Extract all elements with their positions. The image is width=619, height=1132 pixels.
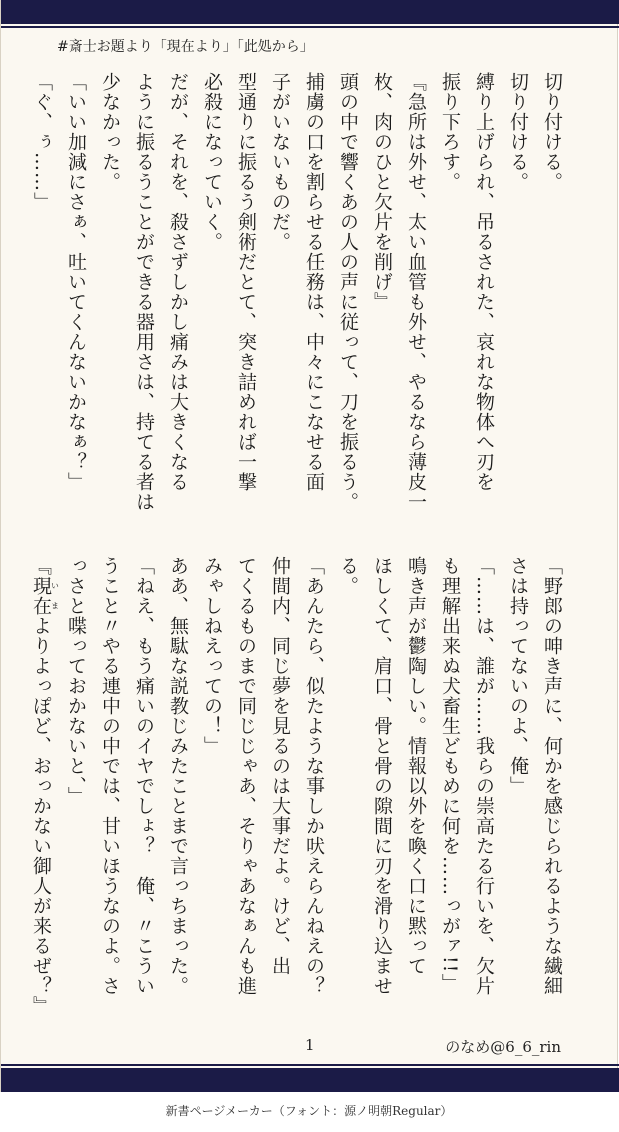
text-column: ように振るうことができる器用さは、持てる者は [133,72,155,512]
text-column: だが、それを、殺さずしかし痛みは大きくなる [167,72,189,492]
text-column: 縛り上げられ、吊るされた、哀れな物体へ刃を [473,72,495,492]
text-column: 『現在いまよりよっぽど、おっかない御人が来るぜ？』 [30,556,60,1016]
text-column: 少なかった。 [99,72,121,192]
text-column: 「ねえ、もう痛いのイヤでしょ？ 俺、〃こうい [133,556,155,996]
page-number: 1 [305,1036,315,1054]
text-column: 「あんたら、似たような事しか吠えらんねえの？ [303,556,325,996]
text-column: 切り付ける。 [541,72,563,192]
text-column: 枚、肉のひと欠片を削げ』 [371,72,393,312]
text-column: 「野郎の呻き声に、何かを感じられるような繊細 [541,556,563,996]
ruby-text: いま [50,576,60,616]
text-column: 型通りに振るう剣術だとて、突き詰めれば一撃 [235,72,257,492]
text-column: うこと〃やる連中の中では、甘いほうなのよ。さ [99,556,121,996]
top-band-line [1,26,619,28]
author-handle: のなめ@6_6_rin [445,1038,561,1056]
text-column: 子がいないものだ。 [269,72,291,252]
text-column: っさと喋っておかないと、」 [65,556,87,807]
text-column: 「……は、誰が……我らの崇高たる行いを、欠片 [473,556,495,996]
text-column: 「いい加減にさぁ、吐いてくんないかなぁ？」 [65,72,87,492]
lower-text-block [30,556,569,1026]
text-column: 頭の中で響くあの人の声に従って、刀を振るう。 [337,72,359,512]
page-header-title: #斎士お題より「現在より」「此処から」 [57,39,314,55]
text-column: 鳴き声が鬱陶しい。情報以外を喚く口に黙って [405,556,427,976]
top-band [1,0,619,24]
text-column: 切り付ける。 [507,72,529,192]
text-column: 捕虜の口を割らせる任務は、中々にこなせる面 [303,72,325,492]
text-column: 『急所は外せ、太い血管も外せ、やるなら薄皮一 [405,72,427,512]
upper-text-block [31,72,569,542]
text-column: 振り下ろす。 [439,72,461,192]
text-column: さは持ってないのよ、俺」 [507,556,529,796]
bottom-band [1,1068,619,1092]
text-column: 仲間内、同じ夢を見るのは大事だよ。けど、出 [269,556,291,976]
text-column: 必殺になっていく。 [201,72,223,252]
text-column: みゃしねえっての！」 [201,556,223,756]
text-column: ほしくて、肩口、骨と骨の隙間に刃を滑り込ませ [371,556,393,996]
text-column: る。 [337,556,359,596]
text-column: 「ぐ、ぅ……」 [31,72,53,212]
text-column: ああ、無駄な説教じみたことまで言っちまった。 [167,556,189,996]
text-column: てくるものまで同じじゃあ、そりゃあなぁんも進 [235,556,257,996]
text-column: も理解出来ぬ犬畜生どもめに何を……っがァ!!」 [439,556,461,994]
generator-credit: 新書ページメーカー（フォント：源ノ明朝Regular） [165,1104,453,1118]
ruby-annotation: 現在いま [30,576,60,616]
bottom-band-line [1,1064,619,1066]
